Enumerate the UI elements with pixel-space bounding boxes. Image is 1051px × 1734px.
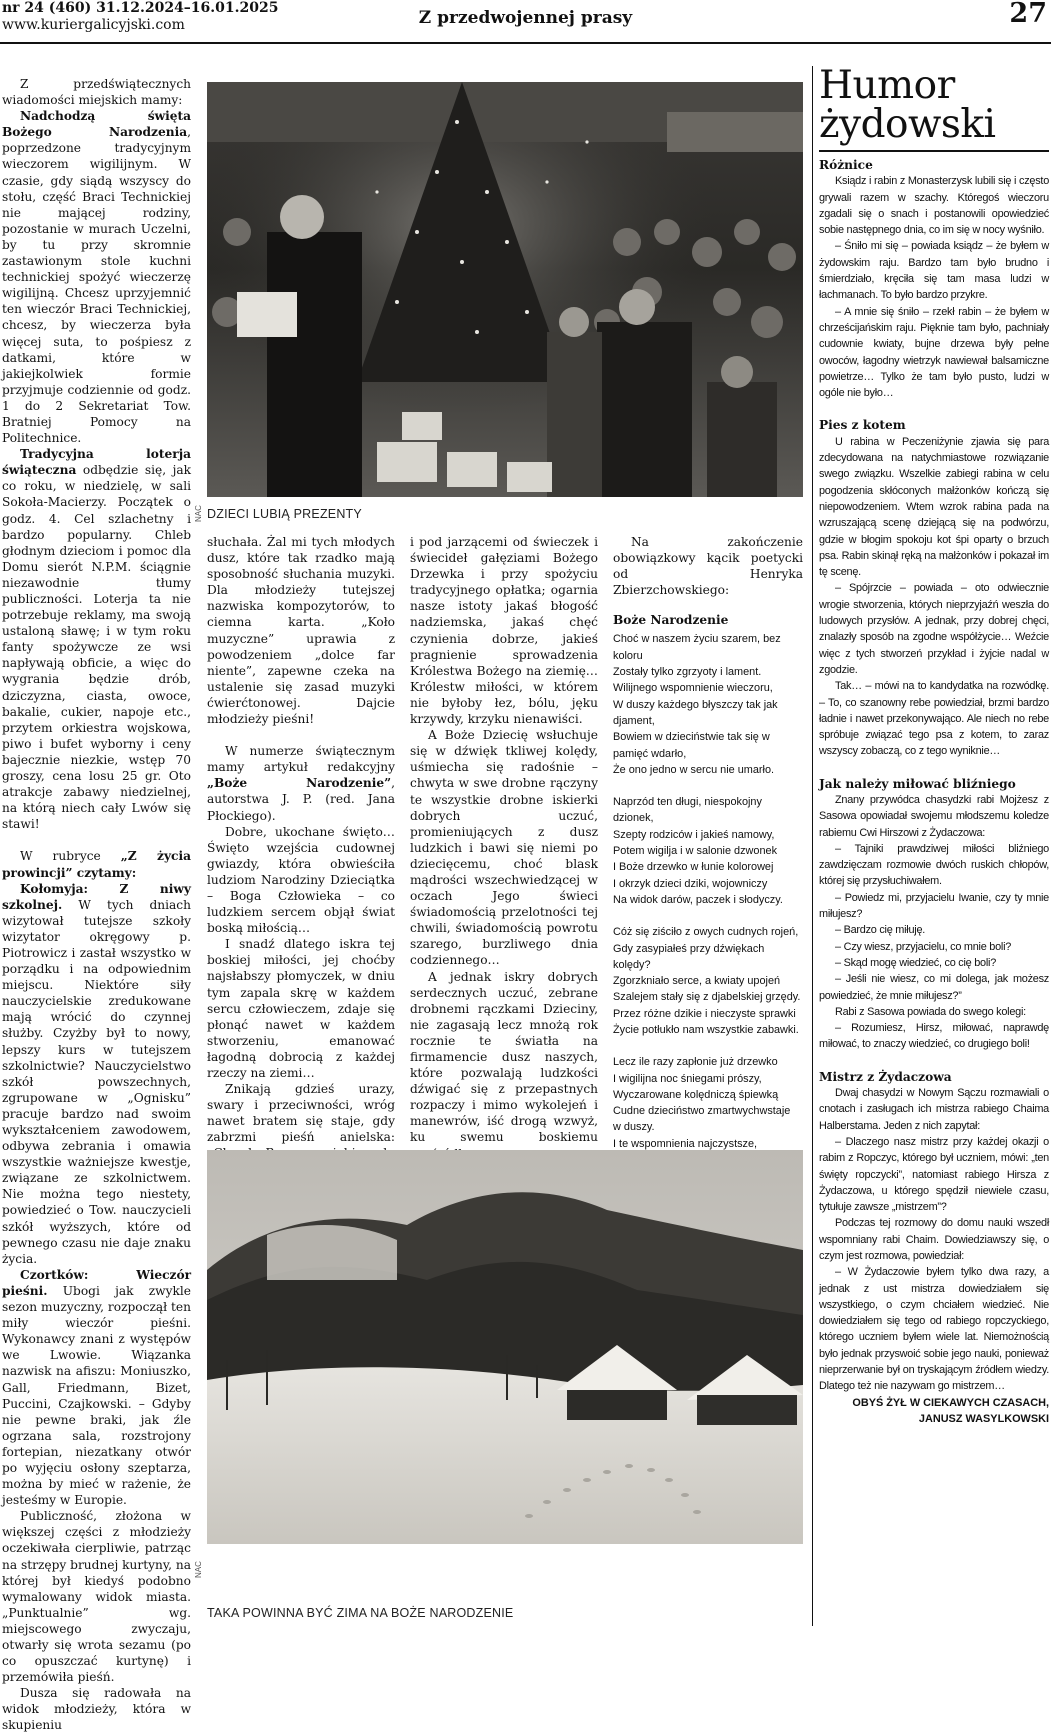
joke-heading: Pies z kotem [819,418,906,433]
photo-winter-landscape [207,1150,803,1544]
poem-line: Choć w naszem życiu szarem, bez koloru [613,633,781,662]
lead-in: „Boże Narodzenie” [207,776,392,791]
poem-line: Na widok darów, paczek i słodyczy. [613,893,783,906]
article-paragraph [2,108,191,446]
issue-number: nr 24 (460) 31.12.2024–16.01.2025 [2,0,279,16]
article-paragraph [2,881,191,1267]
poem-line: Bowiem w dzieciństwie tak się w pamięć wdarło, [613,731,770,760]
poetry-corner [613,534,803,1150]
poem-line: Lecz ile razy zapłonie już drzewko [613,1056,778,1069]
humor-title-rule [819,150,1049,152]
humor-title-line-2: żydowski [819,102,996,147]
paragraph-text: odbędzie się, jak co roku, w niedzielę, w sali Sokoła-Macierzy. Początek o godz. 4. Cel szlachetny i bardzo popularny. Chleb głodnym dzieciom i pomoc dla Domu sierót N.P.M. ściągnie niezawodnie tłumy publiczności. Loterja ta nie potrzebuje reklamy, ma swoją ustaloną sławę; i w tym roku fanty spożywcze ze wsi napływają obficie, a więc do wygrania będzie drób, dziczyzna, ciasta, owoce, bakalie, cukier, napoje etc., przytem orkiestra wojskowa, piwo i bufet wyborny i ceny bajecznie niezkie, wstęp 70 groszy, cena losu 25 gr. Oto atrakcje zabawy niedzielnej, na którą niech cały Lwów się stawi! [2,463,191,832]
paragraph-text: Dusza się radowała na widok młodzieży, która w skupieniu [2,1686,191,1733]
photo-credit-top: NAC [194,505,203,522]
sidebar-divider [812,66,813,1626]
poem-line: Wyczarowane kolędniczą śpiewką [613,1088,779,1101]
article-paragraph [2,76,191,108]
joke-heading: Jak należy miłować bliźniego [819,776,1016,791]
article-paragraph [207,824,395,937]
joke-heading: Różnice [819,158,873,172]
article-column-3 [410,534,598,1144]
paragraph-text: Znikają gdzieś urazy, swary i przeciwności, wróg nawet bratem się staje, gdy zabrzmi pieśń anielska: [207,1082,395,1145]
joke-paragraph: – Spójrzcie – powiada – oto odwiecznie wrogie stworzenia, których nieprzyjaźń weszła do ludowych przysłów. A jednak, przy dobrej chęci, znalazły sposób na zgodne współżycie… Weźcie więc z tych stworzeń przykład i żyjcie nadal w zgodzie. [819,582,1049,676]
poem-line: Szalejem stały się z djabelskiej grzędy. [613,991,801,1004]
paragraph-text: , autorstwa J. P. (red. Jana Płockiego). [207,776,395,823]
joke-heading: Mistrz z Żydaczowa [819,1069,952,1084]
paragraph-text: i pod jarzącemi od świeczek i świecideł gałęziami Bożego Drzewka i przy spożyciu tradycyjnego opłatka; ogarnia nasze istoty jakaś błogość nadziemska, jakaś chęć czynienia dobrze, jakieś pragnienie sprowadzenia Królestwa Bożego na ziemię… Królestw miłości, w którem nie byłoby łez, bólu, jęku krzywdy, krzyku nienawiści. [410,535,598,727]
article-paragraph [207,936,395,1081]
poem-stanza [613,924,803,1038]
humor-stories [819,157,1049,1395]
joke-paragraph: – Rozumiesz, Hirsz, miłować, naprawdę miłować, to znaczy wiedzieć, co drugiego boli! [819,1022,1049,1051]
article-column-2 [207,534,395,1144]
joke-paragraph: Tak… – mówi na to kandydatka na rozwódkę. – To, co szanowny rebe powiedział, brzmi bardzo ładnie i nawet przekonywająco. Ale niech no rebe spróbuje związać tego psa z kotem, to zaraz wszyscy zobaczą, co z tego wyniknie… [819,680,1049,758]
page-header [0,0,1051,44]
lead-in: Kołomyja: Z niwy szkolnej. [2,881,191,912]
photo-children-presents-image [207,82,803,497]
lead-in: „Z życia prowincji” czytamy: [2,849,191,880]
paragraph-text: Ubogi jak zwykle sezon muzyczny, rozpoczął ten miły wieczór pieśni. Wykonawcy znani z występów we Lwowie. Wiązanka nazwisk na afiszu: Moniuszko, Gall, Friedmann, Bizet, Puccini, Czajkowski. – Gdyby nie pewne braki, jak źle ogrzana sala, rozstrojony fortepian, niezatkany otwór po wyjęciu osłony szeptarza, można by mieć w rażenie, że jesteśmy w Europie. [2,1283,191,1508]
paragraph-text: słuchała. Żal mi tych młodych dusz, które tak rzadko mają sposobność słuchania muzyki. Dla młodzieży tutejszej nazwiska kompozytorów, to ciemna karta. „Koło muzyczne” uprawia z powodzeniem „dolce far niente”, zapewne czeka na ustalenie się zasad muzyki ćwierćtonowej. Dajcie młodzieży pieśni! [207,535,395,727]
joke-paragraph: – A mnie się śniło – rzekł rabin – że byłem w chrześcijańskim raju. Pięknie tam było, pachniały cudownie kwiaty, bujne drzewa były pełne owoców, łagodny wietrzyk nawiewał balsamiczne powietrze… Tylko że tam było pusto, ludzi w ogóle nie było… [819,305,1049,400]
joke-paragraph: – Śniło mi się – powiada ksiądz – że byłem w żydowskim raju. Bardzo tam było brudno i śmierdziało, kręciła się tam masa ludzi w łachmanach. To było bardzo przykre. [819,240,1049,302]
signature-line-2: JANUSZ WASYLKOWSKI [918,1412,1049,1425]
poem-line: Zgorzkniało serce, a kwiaty upojeń [613,975,781,988]
joke-paragraph: – Jeśli nie wiesz, co mi dolega, jak możesz powiedzieć, że mnie miłujesz?” [819,973,1049,1002]
paragraph-gap [2,832,191,848]
poem-line: Gdy zasypiałeś przy dźwiękach kolędy? [613,942,765,971]
lead-in: Nadchodzą święta Bożego Narodzenia [2,109,191,140]
paragraph-gap [207,727,395,743]
poem-line: Przez różne dzikie i nieczyste sprawki [613,1007,796,1020]
poem-stanza [613,631,803,778]
paragraph-text: A jednak iskry dobrych serdecznych uczuć, zebrane drobnemi rączkami Dzieciny, nie zagasają lecz mnożą rok rocznie te światła na firmamencie dusz naszych, które pozwalają ludzkości dźwigać się z przepastnych rozpaczy i mimo wykolejeń i manewrów, iść drogą wzwyż, ku swemu boskiemu [410,969,598,1145]
poem-line: W duszy każdego błyszczy tak jak djament, [613,698,778,727]
article-paragraph [2,446,191,832]
poem-stanza [613,794,803,908]
paragraph-text: I snadź dlatego iskra tej boskiej miłości, jej choćby najsłabszy płomyczek, w dniu tym zapala skrę w każdem sercu człowieczem, zdaje się płonąć nawet w każdem stworzeniu, emanować łagodną dobrocią z każdej rzeczy na ziemi… [207,937,395,1080]
joke-paragraph: Dwaj chasydzi w Nowym Sączu rozmawiali o cnotach i zasługach ich mistrza rabiego Chaima Halberstama. Jeden z nich zapytał: [819,1087,1049,1132]
poem-line: I okrzyk dzieci dziki, wojowniczy [613,877,768,890]
poem-line: Naprzód ten długi, niespokojny dzionek, [613,796,762,825]
poem-line: I Boże drzewko w łunie kolorowej [613,861,774,874]
signature-line-1: OBYŚ ŻYŁ W CIEKAWYCH CZASACH, [852,1396,1049,1409]
photo-winter-landscape-image [207,1150,803,1544]
humor-title-line-1: Humor [819,63,955,108]
lead-in: Tradycyjna loterja świąteczna [2,447,191,478]
lead-in: Czortków: Wieczór pieśni. [2,1267,191,1298]
article-paragraph [207,743,395,823]
article-column-1 [2,76,191,1733]
article-paragraph [2,1267,191,1508]
joke-paragraph: – Powiedz mi, przyjacielu Iwanie, czy ty mnie miłujesz? [819,891,1049,921]
poem-line: Cóż się ziściło z owych cudnych rojeń, [613,926,799,939]
paragraph-text: Dobre, ukochane święto… Święto wzejścia cudownej gwiazdy, która obwieściła ludziom Narodziny Dzieciątka – Boga Człowieka – co ludzkiem sercem objął świat boską miłością… [207,824,395,936]
joke-paragraph: – Skąd mogę wiedzieć, co cię boli? [835,956,997,969]
humor-signature [819,1395,1049,1428]
photo-children-presents [207,82,803,497]
joke-paragraph: – Dlaczego nasz mistrz przy każdej okazji o rabim z Ropczyc, którego był uczniem, mówi: „ten święty ropczycki”, natomiast rabiego Hirsza z Żydaczowa, u którego spędził niewiele czasu, tytułuje zawsze „mistrzem”? [819,1135,1049,1214]
paragraph-text: W rubryce [20,849,121,864]
article-paragraph [2,1508,191,1685]
joke-paragraph: U rabina w Peczeniżynie zjawia się para zdecydowana na natychmiastowe rozwiązanie swego związku. Wszelkie zabiegi rabina w celu pogodzenia skłóconych małżonków kończą się niepowodzeniem. Wtem wzrok rabina pada na wzruszającą scenę dziejącą się na podwórzu, gdzie w błogim spokoju kot śpi oparty o brzuch psa. Rabin skinął ręką na małżonków i pokazał im tę scenę. [819,435,1049,579]
joke-paragraph: – W Żydaczowie byłem tylko dwa razy, a jednak z ust mistrza dowiedziałem się wszystkiego, o czym chciałem wiedzieć. Nie dowiedziałem się tego od rabiego ropczyckiego, którego uczniem byłem wiele lat. Niemożnością było jednak przyswoić sobie jego nauki, ponieważ nieprzerwanie był on tryskającym źródłem wiedzy. Dlatego też nie nazywam go mistrzem… [819,1266,1049,1393]
poem-line: Że ono jedno w sercu nie umarło. [613,763,775,776]
poem-line: Zostały tylko zgrzyoty i lament. [613,666,762,679]
paragraph-text: Publiczność, złożona w większej części z młodzieży oczekiwała cierpliwie, patrząc na strzępy brudnej kurtyny, na której był kiedyś podobno wymalowany widok miasta. „Punktualnie” wg. miejscowego zwyczaju, otwarły się wrota sezamu (po co opuszczać kurtynę) i przemówiła pieśń. [2,1509,191,1685]
paragraph-text: W numerze świątecznym mamy artykuł redakcyjny [207,744,395,775]
joke-paragraph: – Bardzo cię miłuję. [835,924,926,937]
photo-credit-bottom: NAC [194,1561,203,1578]
article-paragraph [207,534,395,727]
article-paragraph [2,848,191,880]
joke-paragraph: Podczas tej rozmowy do domu nauki wszedł wspomniany rabi Chaim. Dowiedziawszy się, o czym jest rozmowa, powiedział: [819,1217,1049,1262]
joke-paragraph: – Tajniki prawdziwej miłości bliźniego zawdzięczam rozmowie dwóch ruskich chłopów, której się przysłuchiwałem. [819,842,1049,888]
poem-text [613,631,803,1184]
article-paragraph [2,1685,191,1733]
section-title: Z przedwojennej prasy [418,8,633,28]
poetry-intro: Na zakończenie obowiązkowy kącik poetycki od Henryka Zbierzchowskiego: [613,535,803,598]
paragraph-text: W tych dniach wizytował tutejsze szkoły wizytator okręgowy p. Piotrowicz i zastał wszystko w porządku i na odpowiednim miejscu. Niektóre siły nauczycielskie zredukowane mają wrócić do czynnej służby. Czyżby był to nowy, lepszy kurs w tutejszem szkolnictwie? Nauczycielstwo szkół powszechnych, zgrupowane w „Ognisku” pracuje bardzo nad swoim wykształceniem zawodowem, odbywa zebrania i omawia wszystkie ważniejsze kwestje, związane ze szkolnictwem. Nie można tego niestety, powiedzieć o Tow. nauczycieli szkół wyższych, które od pewnego czasu nie daje znaku życia. [2,897,191,1266]
page-number: 27 [1009,0,1047,29]
photo-caption-bottom: TAKA POWINNA BYĆ ZIMA NA BOŻE NARODZENIE [207,1606,514,1620]
paragraph-text: A Boże Dziecię wsłuchuje się w dźwięk tkliwej kolędy, uśmiecha się radośnie – chwyta w swe drobne rączyny te wszystkie drobne iskierki dobrych uczuć, promieniujących z dusz ludzkich i bawi się niemi po dziecięcemu, choć blask mądrości wszechwiedzącej w oczach Jego świeci świadomością przelotności tej chwili, świadomością powrotu szarego, burzliwego dnia codziennego… [410,728,598,968]
joke-paragraph: Rabi z Sasowa powiada do swego kolegi: [835,1005,1026,1018]
paragraph-text: , poprzedzone tradycyjnym wieczorem wigilijnym. W czasie, gdy siądą wszyscy do stołu, część Braci Technickiej nie mającej rodziny, pozostanie w murach Uczelni, by tu przy skromnie zastawionym stole kuchni technickiej spożyć wieczerzę wigilijną. Chcesz uprzyjemnić ten wieczór Braci Technickiej, chcesz, by wieczerza była więcej suta, to pośpiesz z datkami, które w jakiejkolwiek formie przyjmuje codziennie od godz. 1 do 2 Sekretariat Tow. Bratniej Pomocy na Politechnice. [2,125,191,446]
poem-line: Życie potłukło nam wszystkie zabawki. [613,1024,799,1036]
poem-line: w duszy. [613,1121,655,1134]
website-link[interactable]: www.kuriergalicyjski.com [2,17,185,33]
article-paragraph [410,534,598,727]
humor-title [819,63,1049,147]
paragraph-text: Z przedświątecznych wiadomości miejskich mamy: [2,77,191,108]
joke-paragraph: Ksiądz i rabin z Monasterzysk lubili się i często grywali razem w szachy. Któregoś wieczoru zgadali się o snach i postanowili opowiedzieć sobie następnego dnia, co im się w nocy wyśniło. [819,175,1049,237]
joke-paragraph: Znany przywódca chasydzki rabi Mojżesz z Sasowa opowiadał swojemu młodszemu koledze rabiemu Cwi Hirszowi z Żydaczowa: [819,793,1049,839]
poem-line: Szepty rodziców i jakieś namowy, [613,828,775,841]
humor-sidebar [819,63,1049,1635]
poem-title: Boże Narodzenie [613,613,729,628]
poem-line: I wigilijna noc śniegami prószy, [613,1072,762,1085]
poem-line: Cudne dzieciństwo zmartwychwstaje [613,1105,791,1118]
poem-line: I te wspomnienia najczystsze, [613,1137,758,1150]
poem-line: Wilijnego wspomnienie wieczoru, [613,682,773,695]
article-paragraph [410,727,598,968]
joke-paragraph: – Czy wiesz, przyjacielu, co mnie boli? [835,940,1012,953]
article-paragraph [410,969,598,1162]
poem-line: Potem wigilja i w salonie dzwonek [613,845,778,858]
photo-caption-top: DZIECI LUBIĄ PREZENTY [207,507,362,521]
